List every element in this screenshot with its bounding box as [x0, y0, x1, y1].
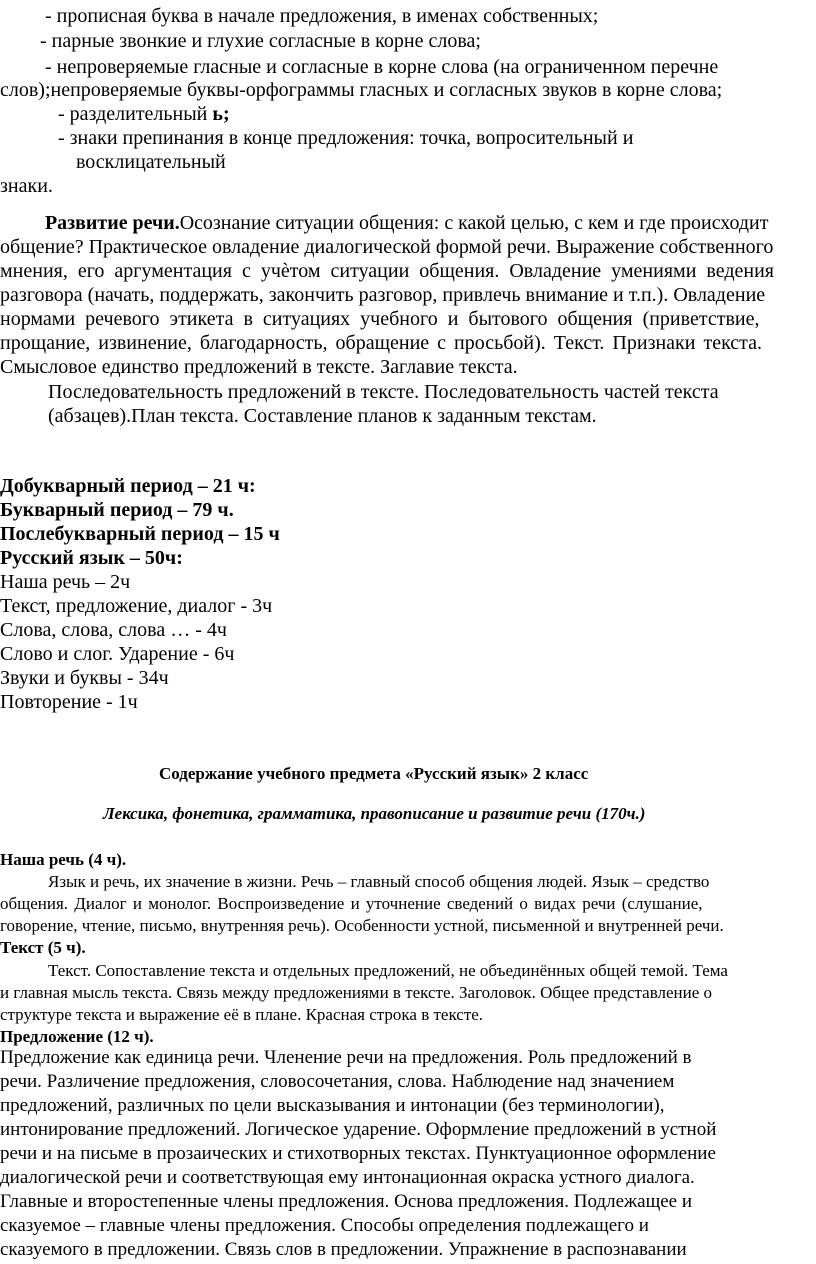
our-speech-line1: Язык и речь, их значение в жизни. Речь – главный способ общения людей. Язык – средство [48, 872, 710, 891]
sentence-line: сказуемое – главные члены предложения. Способы определения подлежащего и [0, 1215, 649, 1236]
speech-dev-heading: Развитие речи. [45, 212, 180, 234]
sentence-line: диалогической речи и соответствующая ему интонационная окраска устного диалога. [0, 1167, 695, 1188]
list-item-punctuation-line3: знаки. [0, 175, 53, 197]
list-item-separating-sign-text: - разделительный [58, 103, 208, 125]
sentence-line: предложений, различных по цели высказывания и интонации (без терминологии), [0, 1095, 665, 1116]
list-item-capital-letter: - прописная буква в начале предложения, в именах собственных; [45, 5, 599, 27]
period-russian: Русский язык – 50ч: [0, 547, 183, 569]
sentence-line: интонирование предложений. Логическое ударение. Оформление предложений в устной [0, 1119, 717, 1140]
sentence-heading: Предложение (12 ч). [0, 1027, 154, 1046]
list-item-separating-sign [58, 102, 230, 126]
topic-item: Текст, предложение, диалог - 3ч [0, 595, 273, 617]
speech-dev-line3: мнения, его аргументация с учѐтом ситуации общения. Овладение умениями ведения [0, 260, 774, 282]
topic-item: Наша речь – 2ч [0, 571, 131, 593]
period-alphabet: Букварный период – 79 ч. [0, 499, 234, 521]
speech-dev-line1-text: Осознание ситуации общения: с какой целью, с кем и где происходит [179, 212, 769, 234]
text-line2: и главная мысль текста. Связь между предложениями в тексте. Заголовок. Общее представление о [0, 983, 713, 1002]
sentence-line: речи и на письме в прозаических и стихотворных текстах. Пунктуационное оформление [0, 1143, 716, 1164]
period-pre-alphabet: Добукварный период – 21 ч: [0, 475, 256, 497]
our-speech-line2: общения. Диалог и монолог. Воспроизведение и уточнение сведений о видах речи (слушание, [0, 894, 703, 913]
speech-dev-line2: общение? Практическое овладение диалогической формой речи. Выражение собственного [0, 236, 774, 258]
sentence-line: речи. Различение предложения, словосочетания, слова. Наблюдение над значением [0, 1071, 675, 1092]
our-speech-line3: говорение, чтение, письмо, внутренняя речь). Особенности устной, письменной и внутренней речи. [0, 916, 724, 935]
speech-dev-line5: нормами речевого этикета в ситуациях учебного и бытового общения (приветствие, [0, 308, 760, 330]
topic-item: Повторение - 1ч [0, 691, 138, 713]
sentence-line: сказуемого в предложении. Связь слов в предложении. Упражнение в распознавании [0, 1239, 687, 1260]
section-subtitle: Лексика, фонетика, грамматика, правописание и развитие речи (170ч.) [103, 804, 646, 823]
list-item-punctuation-line2: восклицательный [76, 151, 226, 173]
sentence-line: Главные и второстепенные члены предложения. Основа предложения. Подлежащее и [0, 1191, 692, 1212]
speech-dev-line7: Смысловое единство предложений в тексте. Заглавие текста. [0, 356, 518, 378]
list-item-unverifiable-line2: слов);непроверяемые буквы-орфограммы гласных и согласных звуков в корне слова; [0, 79, 723, 101]
text-heading: Текст (5 ч). [0, 938, 86, 957]
speech-dev-line4: разговора (начать, поддержать, закончить разговор, привлечь внимание и т.п.). Овладение [0, 284, 766, 306]
topic-item: Слова, слова, слова … - 4ч [0, 619, 227, 641]
speech-dev-line6: прощание, извинение, благодарность, обращение с просьбой). Текст. Признаки текста. [0, 332, 763, 354]
list-item-punctuation-line1: - знаки препинания в конце предложения: точка, вопросительный и [58, 127, 634, 149]
list-item-paired-consonants: - парные звонкие и глухие согласные в корне слова; [40, 30, 481, 52]
period-post-alphabet: Послебукварный период – 15 ч [0, 523, 280, 545]
section-title: Содержание учебного предмета «Русский язык» 2 класс [159, 764, 589, 783]
text-line1: Текст. Сопоставление текста и отдельных предложений, не объединённых общей темой. Тема [48, 961, 728, 980]
speech-dev-line1 [45, 211, 816, 235]
speech-dev-line8: Последовательность предложений в тексте. Последовательность частей текста [48, 381, 719, 403]
our-speech-heading: Наша речь (4 ч). [0, 850, 127, 869]
list-item-unverifiable-line1: - непроверяемые гласные и согласные в корне слова (на ограниченном перечне [45, 56, 719, 78]
speech-dev-line9: (абзацев).План текста. Составление планов к заданным текстам. [48, 405, 597, 427]
topic-item: Слово и слог. Ударение - 6ч [0, 643, 235, 665]
topic-item: Звуки и буквы - 34ч [0, 667, 169, 689]
text-line3: структуре текста и выражение её в плане. Красная строка в тексте. [0, 1005, 484, 1024]
sentence-line: Предложение как единица речи. Членение речи на предложения. Роль предложений в [0, 1047, 692, 1068]
soft-sign-letter: ь; [212, 103, 230, 125]
